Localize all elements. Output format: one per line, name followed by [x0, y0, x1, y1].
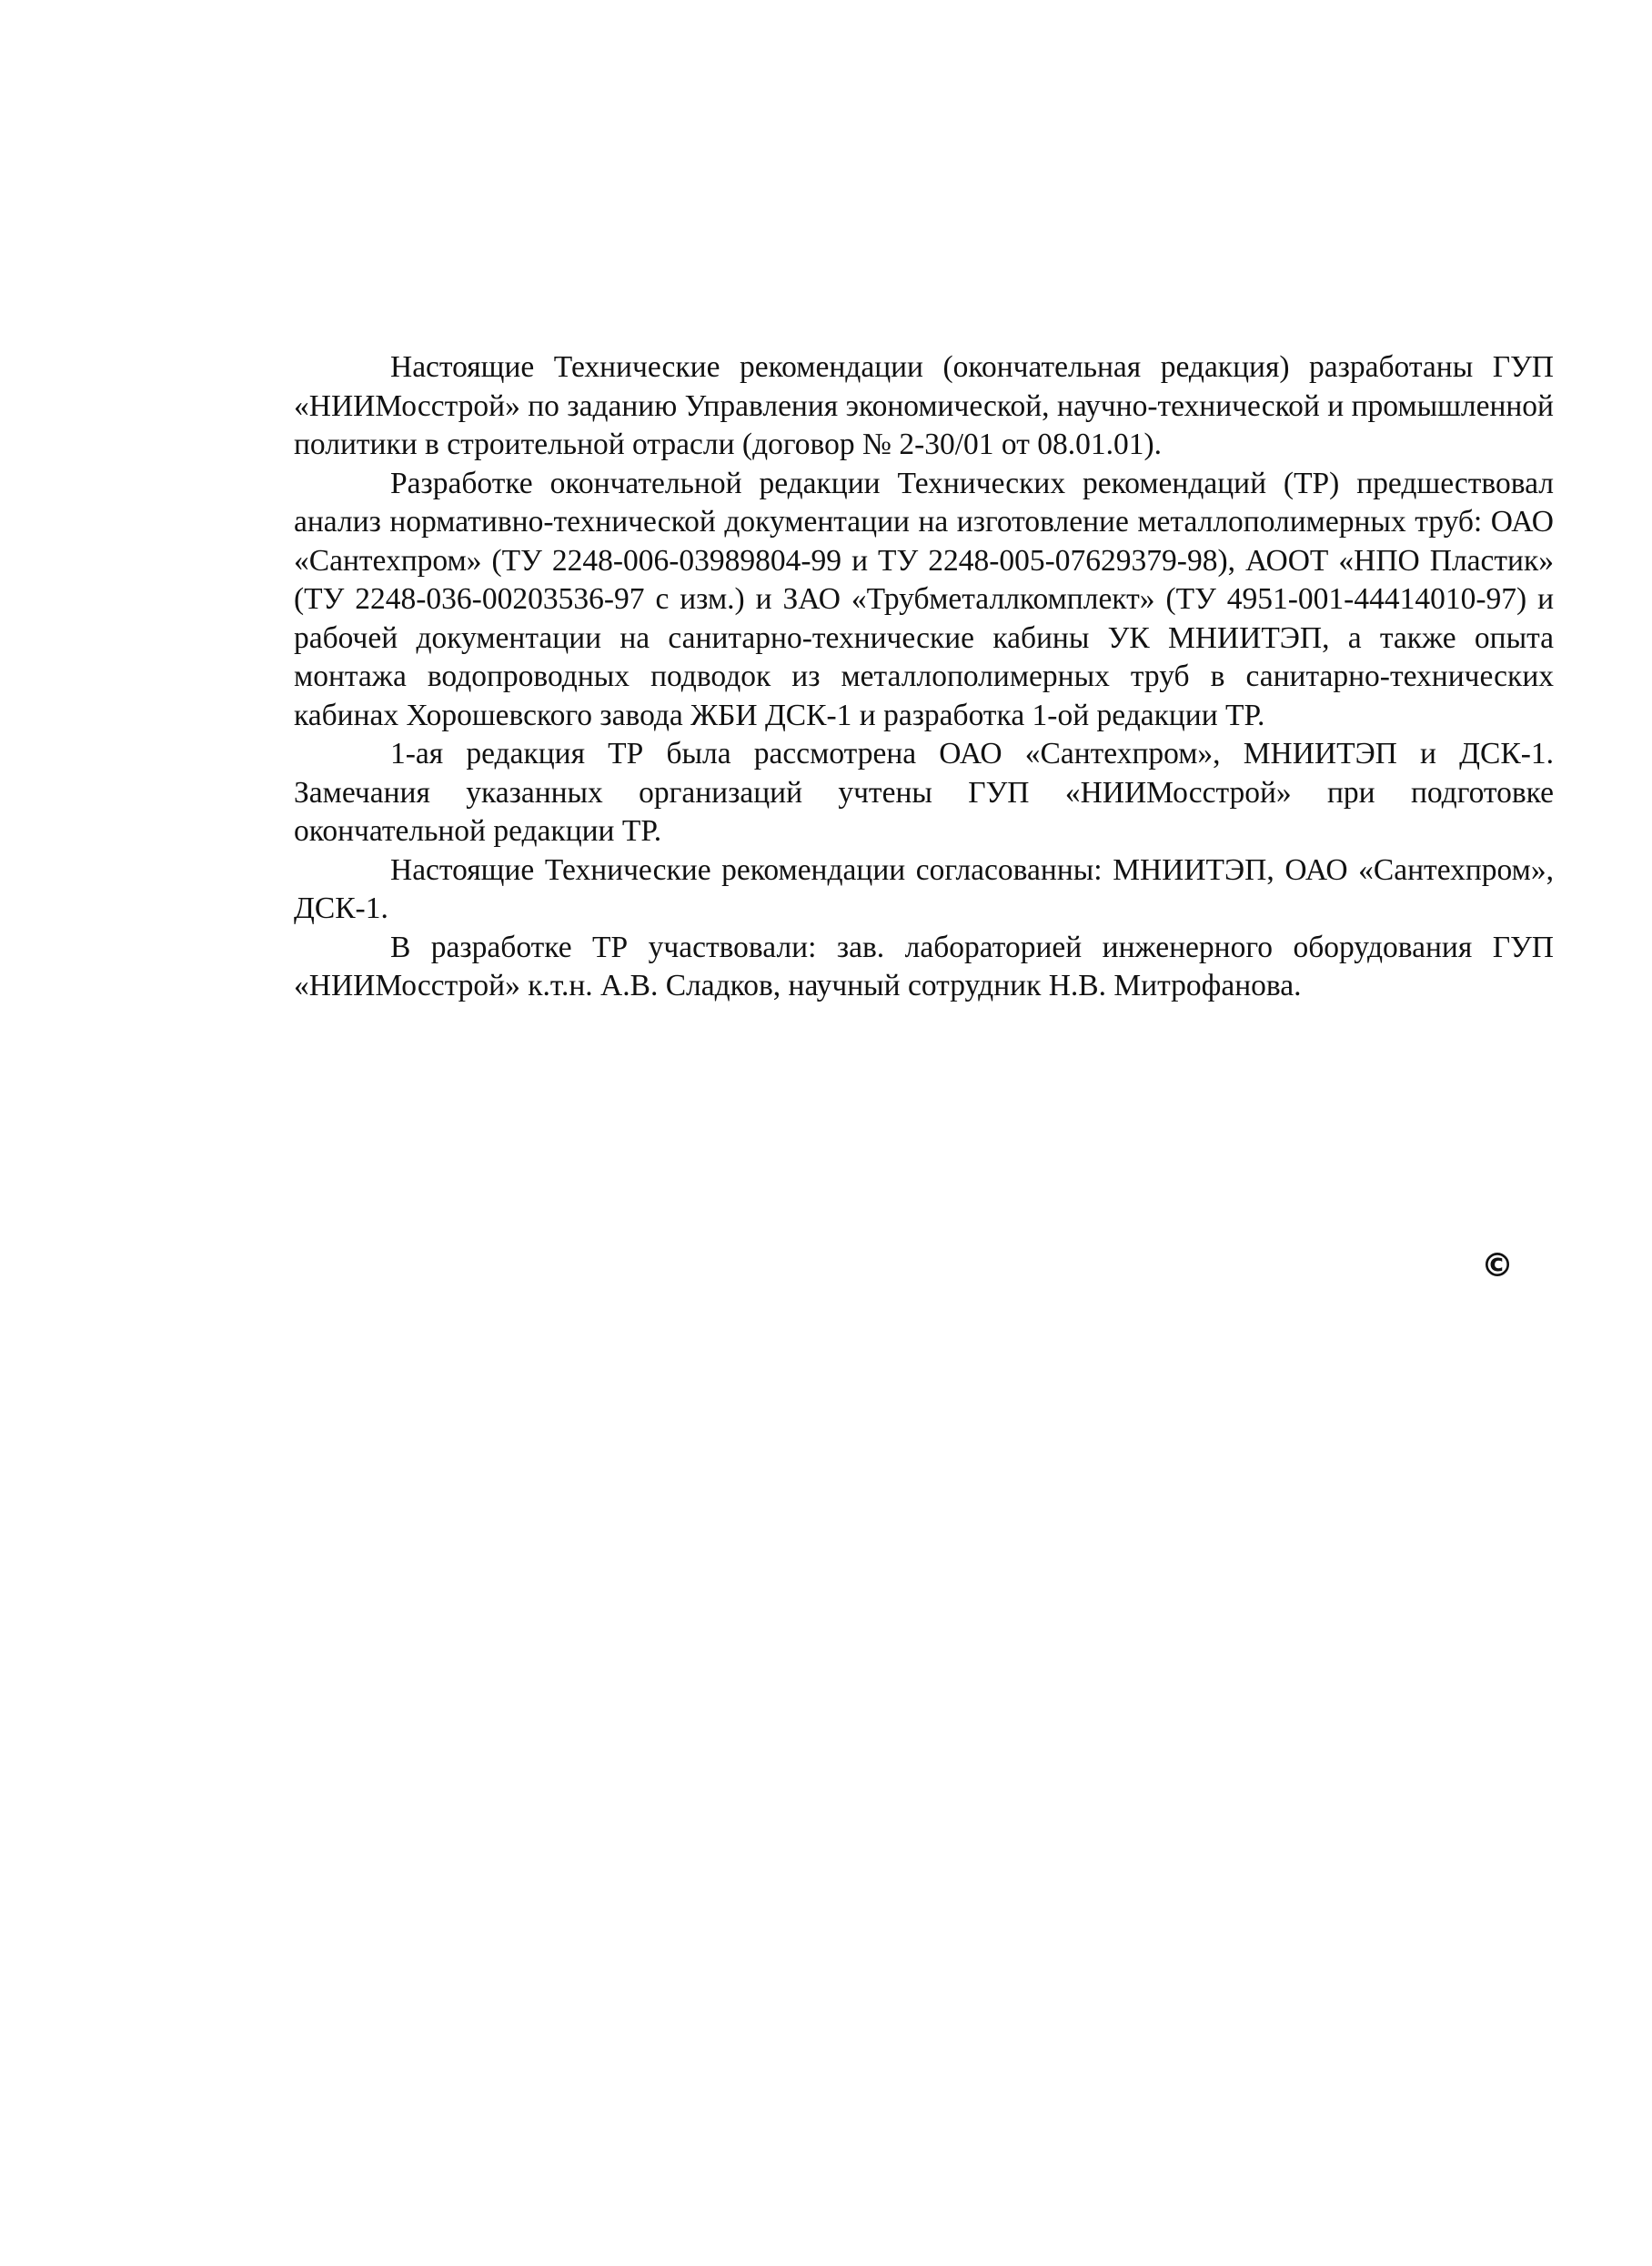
document-body [294, 348, 1554, 1006]
paragraph-first-edition-review: 1-ая редакция ТР была рассмотрена ОАО «Сантехпром», МНИИТЭП и ДСК-1. Замечания указанных организаций учтены ГУП «НИИМосстрой» при подготовке окончательной редакции ТР. [294, 737, 1554, 848]
paragraph-authors: В разработке ТР участвовали: зав. лабораторией инженерного оборудования ГУП «НИИМосстрой» к.т.н. А.В. Сладков, научный сотрудник Н.В. Митрофанова. [294, 930, 1554, 1002]
paragraph-analysis: Разработке окончательной редакции Технических рекомендаций (ТР) предшествовал анализ нормативно-технической документации на изготовление металлополимерных труб: ОАО «Сантехпром» (ТУ 2248-006-03989804-99 и ТУ 2248-005-07629379-98), АООТ «НПО Пластик» (ТУ 2248-036-00203536-97 с изм.) и ЗАО «Трубметаллкомплект» (ТУ 4951-001-44414010-97) и рабочей документации на санитарно-технические кабины УК МНИИТЭП, а также опыта монтажа водопроводных подводок из металлополимерных труб в санитарно-технических кабинах Хорошевского завода ЖБИ ДСК-1 и разработка 1-ой редакции ТР. [294, 466, 1554, 732]
paragraph-approvals: Настоящие Технические рекомендации согласованны: МНИИТЭП, ОАО «Сантехпром», ДСК-1. [294, 852, 1554, 925]
copyright-icon: © [1481, 1247, 1514, 1284]
paragraph-development-info: Настоящие Технические рекомендации (окончательная редакция) разработаны ГУП «НИИМосстрой» по заданию Управления экономической, научно-технической и промышленной политики в строительной отрасли (договор № 2-30/01 от 08.01.01). [294, 350, 1554, 461]
